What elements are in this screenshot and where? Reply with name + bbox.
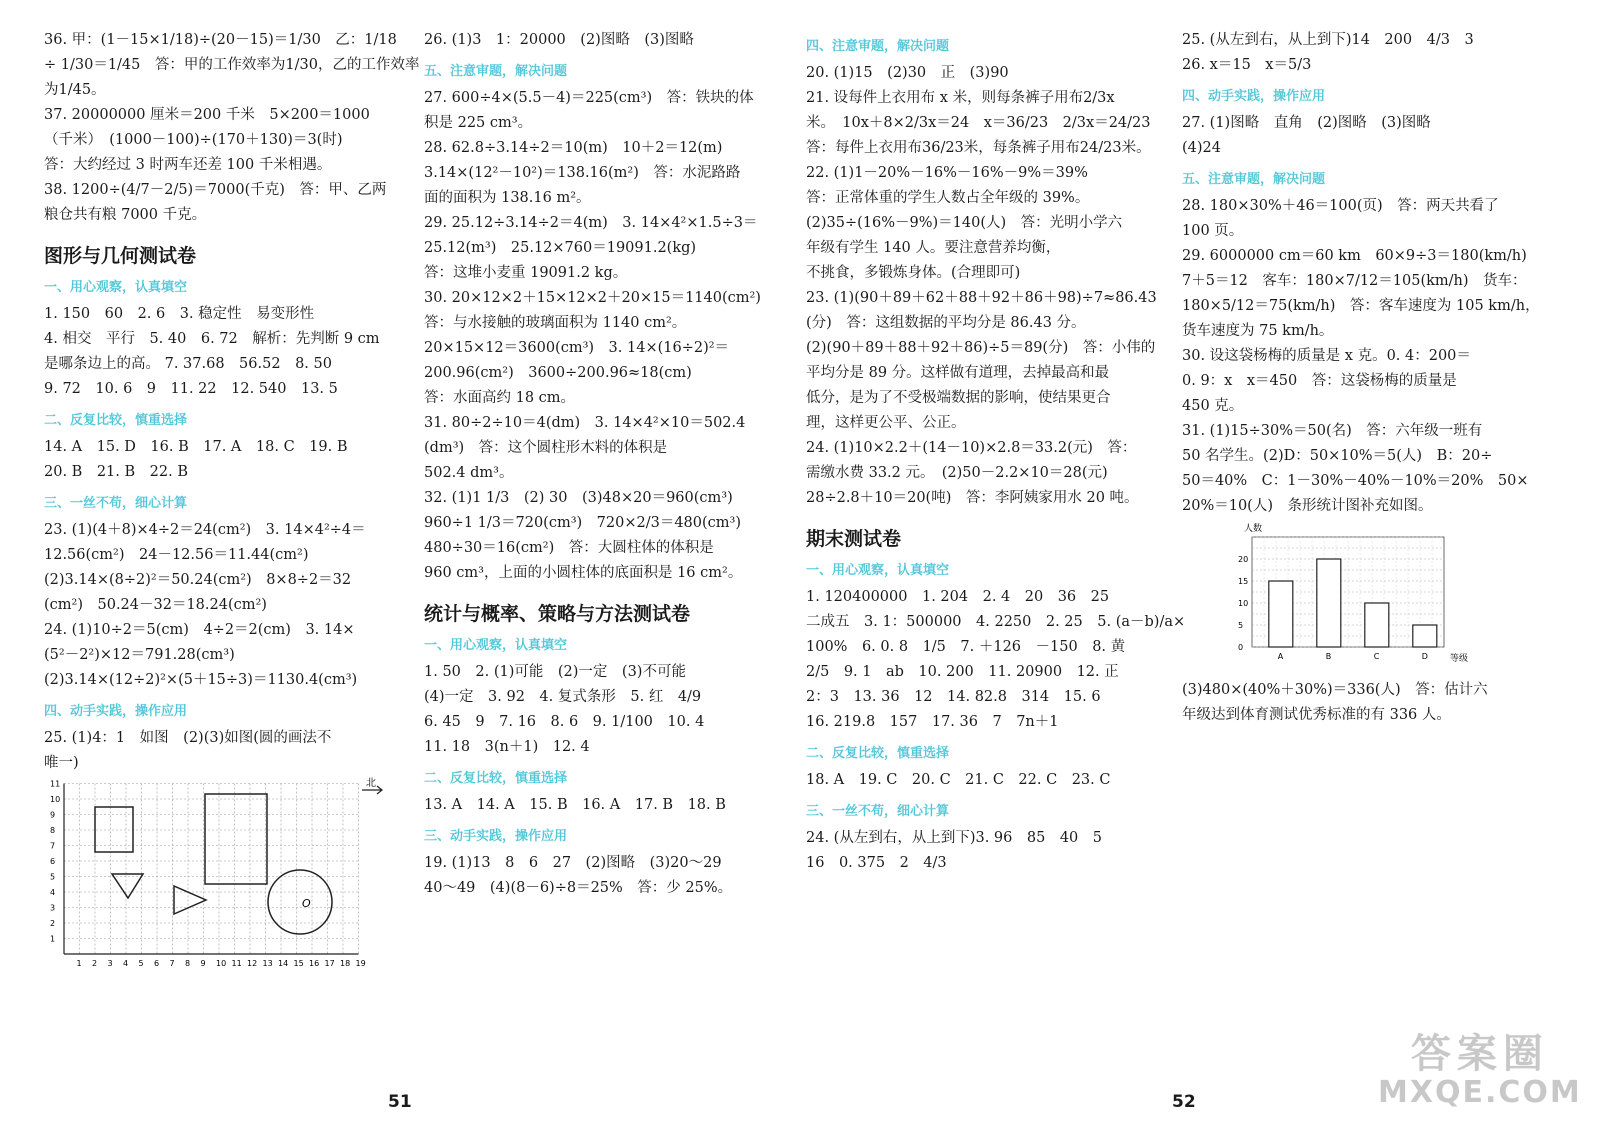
subsection-heading: 一、用心观察，认真填空 [424, 638, 568, 653]
text-line: 20. B 21. B 22. B [44, 464, 188, 480]
grid-x-label: 3 [107, 959, 113, 968]
text-line: 0. 9：x x＝450 答：这袋杨梅的质量是 [1182, 373, 1457, 389]
text-line: 14. A 15. D 16. B 17. A 18. C 19. B [44, 439, 348, 455]
text-line: 米。 10x＋8×2/3x＝24 x＝36/23 2/3x＝24/23 [806, 115, 1151, 131]
text-line: 16. 219.8 157 17. 36 7 7n＋1 [806, 714, 1059, 730]
text-line: 答：这堆小麦重 19091.2 kg。 [424, 265, 628, 281]
north-label: 北 [366, 778, 376, 789]
text-line: (3)480×(40%＋30%)＝336(人) 答：估计六 [1182, 682, 1488, 698]
text-line: 13. A 14. A 15. B 16. A 17. B 18. B [424, 797, 726, 813]
grid-x-label: 11 [231, 959, 242, 968]
chart-x-tick: A [1277, 652, 1284, 661]
grid-y-label: 2 [50, 919, 56, 928]
text-line: (5²－2²)×12＝791.28(cm³) [44, 647, 235, 663]
column-4 [1182, 28, 1542, 728]
text-line: ÷ 1/30＝1/45 答：甲的工作效率为1/30，乙的工作效率 [44, 57, 420, 73]
text-line: 26. x＝15 x＝5/3 [1182, 57, 1312, 73]
text-line: 960÷1 1/3＝720(cm³) 720×2/3＝480(cm³) [424, 515, 742, 531]
text-line: (分) 答：这组数据的平均分是 86.43 分。 [806, 315, 1086, 331]
grid-x-label: 19 [355, 959, 366, 968]
text-line: 25. (1)4：1 如图 (2)(3)如图(圆的画法不 [44, 730, 332, 746]
text-line: （千米） (1000－100)÷(170＋130)＝3(时) [44, 132, 343, 148]
grid-x-label: 12 [247, 959, 258, 968]
grid-x-label: 15 [293, 959, 304, 968]
chart-y-tick: 0 [1238, 643, 1244, 652]
large-rectangle [205, 794, 267, 884]
text-line: 答：正常体重的学生人数占全年级的 39%。 [806, 190, 1090, 206]
text-line: 29. 25.12÷3.14÷2＝4(m) 3. 14×4²×1.5÷3＝ [424, 215, 758, 231]
text-line: (4)一定 3. 92 4. 复式条形 5. 红 4/9 [424, 689, 702, 705]
text-line: (dm³) 答：这个圆柱形木料的体积是 [424, 440, 668, 456]
grid-y-label: 1 [50, 934, 56, 944]
text-line: 年级达到体育测试优秀标准的有 336 人。 [1182, 707, 1451, 723]
chart-y-ticks [1238, 555, 1248, 652]
text-line: 100 页。 [1182, 223, 1244, 239]
text-line: (2)3.14×(8÷2)²＝50.24(cm²) 8×8÷2＝32 [44, 572, 352, 588]
text-line: 19. (1)13 8 6 27 (2)图略 (3)20～29 [424, 855, 722, 871]
circle [268, 870, 332, 934]
text-line: 1. 150 60 2. 6 3. 稳定性 易变形性 [44, 306, 315, 322]
grid-x-label: 1 [76, 959, 82, 968]
text-line: 24. (1)10×2.2＋(14－10)×2.8＝33.2(元) 答： [806, 440, 1137, 456]
subsection-heading: 二、反复比较，慎重选择 [806, 746, 950, 761]
grid-x-label: 13 [262, 959, 273, 968]
chart-y-tick: 5 [1238, 621, 1244, 630]
text-line: 180×5/12＝75(km/h) 答：客车速度为 105 km/h， [1182, 298, 1540, 314]
text-line: 6. 45 9 7. 16 8. 6 9. 1/100 10. 4 [424, 714, 705, 730]
text-line: 22. (1)1－20%－16%－16%－9%＝39% [806, 165, 1088, 181]
text-line: 25.12(m³) 25.12×760＝19091.2(kg) [424, 240, 697, 256]
text-line: 答：每件上衣用布36/23米，每条裤子用布24/23米。 [806, 140, 1151, 156]
text-line: 23. (1)(4＋8)×4÷2＝24(cm²) 3. 14×4²÷4＝ [44, 522, 366, 538]
subsection-heading: 三、一丝不苟，细心计算 [806, 804, 950, 819]
grid-x-label: 9 [200, 959, 206, 968]
text-line: 21. 设每件上衣用布 x 米，则每条裤子用布2/3x [806, 90, 1115, 106]
text-line: 37. 20000000 厘米＝200 千米 5×200＝1000 [44, 107, 370, 123]
text-line: 40～49 (4)(8－6)÷8＝25% 答：少 25%。 [424, 880, 733, 896]
watermark-logo-text: 答案圈 [1410, 1031, 1549, 1077]
text-line: (2)(90＋89＋88＋92＋86)÷5＝89(分) 答：小伟的 [806, 340, 1156, 356]
column-3 [806, 28, 1186, 876]
section-title: 统计与概率、策略与方法测试卷 [424, 603, 691, 625]
page-number: 52 [1172, 1092, 1196, 1112]
chart-x-label: 等级 [1450, 654, 1469, 664]
text-line: 200.96(cm²) 3600÷200.96≈18(cm) [424, 365, 692, 381]
grid-x-label: 18 [340, 959, 351, 968]
text-line: (4)24 [1182, 140, 1221, 156]
subsection-heading: 一、用心观察，认真填空 [44, 280, 188, 295]
text-line: 31. 80÷2÷10＝4(dm) 3. 14×4²×10＝502.4 [424, 415, 746, 431]
triangle-right [174, 886, 206, 914]
text-line: 31. (1)15÷30%＝50(名) 答：六年级一班有 [1182, 423, 1483, 439]
text-line: 低分，是为了不受极端数据的影响，使结果更合 [806, 390, 1111, 406]
text-line: 26. (1)3 1：20000 (2)图略 (3)图略 [424, 32, 694, 48]
subsection-heading: 二、反复比较，慎重选择 [424, 771, 568, 786]
text-line: 12.56(cm²) 24－12.56＝11.44(cm²) [44, 547, 309, 563]
grid-x-label: 14 [278, 959, 289, 968]
text-line: 粮仓共有粮 7000 千克。 [44, 207, 207, 223]
grid-lines [64, 784, 359, 955]
text-line: 积是 225 cm³。 [424, 115, 533, 131]
section-title: 图形与几何测试卷 [44, 245, 197, 267]
text-line: 30. 20×12×2＋15×12×2＋20×15＝1140(cm²) [424, 290, 761, 306]
chart-y-tick: 15 [1238, 577, 1249, 586]
text-line: 24. (从左到右，从上到下)3. 96 85 40 5 [806, 830, 1103, 846]
text-line: 7＋5＝12 客车：180×7/12＝105(km/h) 货车： [1182, 273, 1527, 289]
subsection-heading: 一、用心观察，认真填空 [806, 563, 950, 578]
text-line: 50 名学生。(2)D：50×10%＝5(人) B：20÷ [1182, 448, 1493, 464]
text-line: 960 cm³，上面的小圆柱体的底面积是 16 cm²。 [424, 565, 743, 581]
grid-y-label: 6 [50, 857, 56, 866]
text-line: 480÷30＝16(cm²) 答：大圆柱体的体积是 [424, 540, 714, 556]
watermark [1378, 1032, 1582, 1110]
page-number: 51 [388, 1092, 412, 1112]
subsection-heading: 三、动手实践，操作应用 [424, 829, 568, 844]
chart-x-ticks [1278, 652, 1428, 661]
chart-y-label: 人数 [1244, 524, 1263, 534]
bar-chart [1182, 519, 1482, 669]
text-line: 二成五 3. 1：500000 4. 2250 2. 25 5. (a－b)/a× [806, 614, 1186, 630]
text-line: 29. 6000000 cm＝60 km 60×9÷3＝180(km/h) [1182, 248, 1527, 264]
text-line: 450 克。 [1182, 398, 1244, 414]
grid-x-label: 4 [123, 959, 129, 968]
text-line: 答：水面高约 18 cm。 [424, 390, 576, 406]
column-2 [424, 28, 774, 901]
grid-x-label: 17 [324, 959, 335, 968]
text-line: 20×15×12＝3600(cm³) 3. 14×(16÷2)²＝ [424, 340, 730, 356]
text-line: 年级有学生 140 人。要注意营养均衡， [806, 240, 1061, 256]
text-line: 30. 设这袋杨梅的质量是 x 克。0. 4：200＝ [1182, 348, 1471, 364]
subsection-heading: 五、注意审题，解决问题 [424, 64, 568, 79]
chart-y-tick: 20 [1238, 555, 1249, 564]
circle-center-label: O [302, 897, 311, 910]
text-line: 9. 72 10. 6 9 11. 22 12. 540 13. 5 [44, 381, 338, 397]
subsection-heading: 四、动手实践，操作应用 [44, 704, 188, 719]
subsection-heading: 五、注意审题，解决问题 [1182, 172, 1326, 187]
text-line: 为1/45。 [44, 82, 106, 98]
grid-y-label: 3 [50, 903, 56, 913]
subsection-heading: 三、一丝不苟，细心计算 [44, 496, 188, 511]
grid-x-axis-labels [77, 959, 366, 968]
text-line: 平均分是 89 分。这样做有道理，去掉最高和最 [806, 365, 1110, 381]
text-line: 20%＝10(人) 条形统计图补充如图。 [1182, 498, 1433, 514]
grid-y-axis-labels [50, 780, 60, 944]
chart-bar-B [1317, 559, 1341, 647]
text-line: 28÷2.8＋10＝20(吨) 答：李阿姨家用水 20 吨。 [806, 490, 1139, 506]
chart-x-tick: D [1421, 652, 1428, 661]
text-line: 28. 62.8÷3.14÷2＝10(m) 10＋2＝12(m) [424, 140, 723, 156]
text-line: 2/5 9. 1 ab 10. 200 11. 20900 12. 正 [806, 664, 1119, 680]
subsection-heading: 四、动手实践，操作应用 [1182, 89, 1326, 104]
grid-x-label: 8 [185, 959, 191, 968]
grid-x-label: 7 [169, 959, 175, 968]
grid-y-label: 10 [50, 795, 61, 804]
text-line: 3.14×(12²－10²)＝138.16(m²) 答：水泥路路 [424, 165, 741, 181]
text-line: 27. (1)图略 直角 (2)图略 (3)图略 [1182, 115, 1431, 131]
section-title: 期末测试卷 [806, 528, 902, 550]
column-1 [44, 28, 420, 980]
text-line: 需缴水费 33.2 元。 (2)50－2.2×10＝28(元) [806, 465, 1108, 481]
grid-x-label: 16 [309, 959, 320, 968]
text-line: 理，这样更公平、公正。 [806, 415, 966, 431]
text-line: 24. (1)10÷2＝5(cm) 4÷2＝2(cm) 3. 14× [44, 622, 355, 638]
text-line: 38. 1200÷(4/7－2/5)＝7000(千克) 答：甲、乙两 [44, 182, 387, 198]
grid-x-label: 10 [216, 959, 227, 968]
grid-y-label: 9 [50, 810, 56, 820]
text-line: 27. 600÷4×(5.5－4)＝225(cm³) 答：铁块的体 [424, 90, 754, 106]
chart-bar-D [1413, 625, 1437, 647]
text-line: 1. 120400000 1. 204 2. 4 20 36 25 [806, 589, 1110, 605]
subsection-heading: 二、反复比较，慎重选择 [44, 413, 188, 428]
text-line: 答：大约经过 3 时两车还差 100 千米相遇。 [44, 157, 332, 173]
chart-x-tick: B [1325, 652, 1332, 661]
text-line: 唯一) [44, 755, 79, 771]
text-line: 25. (从左到右，从上到下)14 200 4/3 3 [1182, 32, 1474, 48]
grid-figure [44, 776, 389, 971]
chart-x-tick: C [1373, 652, 1380, 661]
grid-y-label: 4 [50, 888, 56, 897]
grid-y-label: 11 [50, 779, 61, 789]
subsection-heading: 四、注意审题，解决问题 [806, 39, 950, 54]
grid-y-label: 7 [50, 841, 56, 851]
text-line: 面的面积为 138.16 m²。 [424, 190, 591, 206]
grid-x-label: 5 [138, 959, 144, 968]
text-line: 20. (1)15 (2)30 正 (3)90 [806, 65, 1009, 81]
grid-y-label: 5 [50, 872, 56, 882]
text-line: (2)3.14×(12÷2)²×(5＋15÷3)＝1130.4(cm³) [44, 672, 358, 688]
text-line: 16 0. 375 2 4/3 [806, 855, 947, 871]
watermark-url: MXQE.COM [1378, 1075, 1582, 1110]
grid-y-label: 8 [50, 826, 56, 835]
chart-bar-C [1365, 603, 1389, 647]
text-line: 不挑食，多锻炼身体。(合理即可) [806, 265, 1021, 281]
text-line: 50＝40% C：1－30%－40%－10%＝20% 50× [1182, 473, 1529, 489]
text-line: 28. 180×30%＋46＝100(页) 答：两天共看了 [1182, 198, 1499, 214]
text-line: 23. (1)(90＋89＋62＋88＋92＋86＋98)÷7≈86.43 [806, 290, 1157, 306]
text-line: 1. 50 2. (1)可能 (2)一定 (3)不可能 [424, 664, 686, 680]
chart-y-tick: 10 [1238, 599, 1249, 608]
text-line: 是哪条边上的高。 7. 37.68 56.52 8. 50 [44, 356, 332, 372]
grid-x-label: 2 [92, 959, 98, 968]
text-line: 货车速度为 75 km/h。 [1182, 323, 1334, 339]
text-line: 32. (1)1 1/3 (2) 30 (3)48×20＝960(cm³) [424, 490, 733, 506]
text-line: 18. A 19. C 20. C 21. C 22. C 23. C [806, 772, 1111, 788]
grid-x-label: 6 [154, 959, 160, 968]
chart-bar-A [1269, 581, 1293, 647]
text-line: 502.4 dm³。 [424, 465, 514, 481]
text-line: (2)35÷(16%－9%)＝140(人) 答：光明小学六 [806, 215, 1123, 231]
text-line: 11. 18 3(n＋1) 12. 4 [424, 739, 590, 755]
triangle-down [112, 874, 143, 898]
text-line: (cm²) 50.24－32＝18.24(cm²) [44, 597, 267, 613]
text-line: 2：3 13. 36 12 14. 82.8 314 15. 6 [806, 689, 1101, 705]
text-line: 36. 甲：(1－15×1/18)÷(20－15)＝1/30 乙：1/18 [44, 32, 397, 48]
text-line: 答：与水接触的玻璃面积为 1140 cm²。 [424, 315, 687, 331]
text-line: 4. 相交 平行 5. 40 6. 72 解析：先判断 9 cm [44, 331, 380, 347]
text-line: 100% 6. 0. 8 1/5 7. ＋126 －150 8. 黄 [806, 639, 1126, 655]
